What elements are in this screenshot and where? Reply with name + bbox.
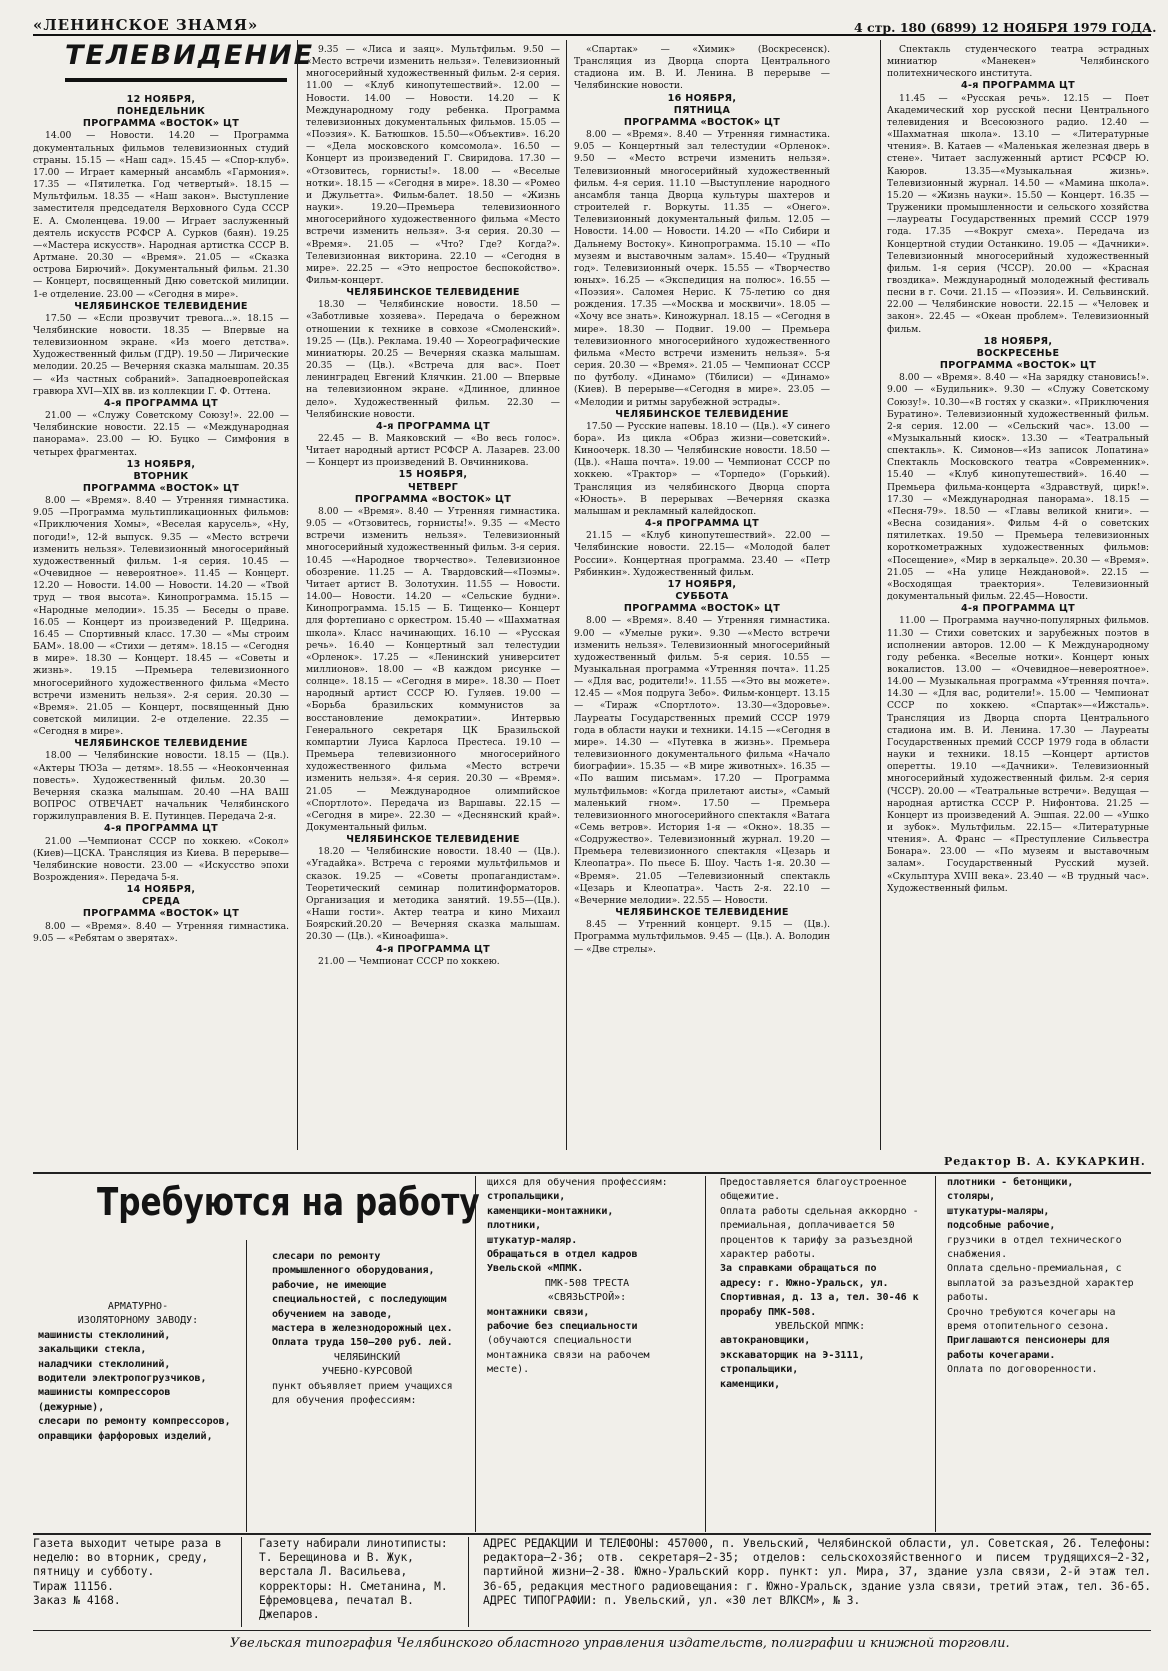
schedule-text: 9.35 — «Лиса и заяц». Мультфильм. 9.50 — «Место встречи изменить нельзя». Телевизионный многосерийный художественный фильм. 2-я серия. 11.00 — «Клуб кинопутешествий». 12.00 — Новости. 14.00 — Новости. 14.20 — К Международному году ребенка. Программа телевизионных документальных фильмов. 15.05 — «Поэзия». К. Батюшков. 15.50—«Объектив». 16.20 — «Дела московского комсомола». 16.50 — Концерт из произведений Г. Свиридова. 17.30 — «Отзовитесь, горнисты!». 18.00 — «Веселые нотки». 18.15 — «Сегодня в мире». 18.30 — «Ромео и Джульетта». Фильм-балет. 18.50 — «Жизнь науки». 19.20—Премьера телевизионного многосерийного художественного фильма «Место встречи изменить нельзя». 3-я серия. 20.30 — «Время». 21.05 — «Что? Где? Когда?». Телевизионная викторина. 22.10 — «Сегодня в мире». 22.25 — «Это непростое беспокойство». Фильм-концерт.: [306, 44, 560, 286]
schedule-heading: 4-я ПРОГРАММА ЦТ: [103, 823, 219, 835]
column-divider: [566, 40, 567, 1150]
schedule-text: 21.00 — Чемпионат СССР по хоккею.: [318, 955, 500, 967]
schedule-heading: 15 НОЯБРЯ,: [398, 469, 468, 481]
schedule-text: 11.00 — Программа научно-популярных фильмов. 11.30 — Стихи советских и зарубежных поэтов в исполнении авторов. 12.00 — К Международному году ребенка. «Веселые нотки». Концерт юных вокалистов. 13.00 — «Очевидное—невероятное». 14.00 — Музыкальная программа «Утренняя почта». 14.30 — «Для вас, родители!». 15.00 — Чемпионат СССР по хоккею. «Спартак»—«Ижсталь». Трансляция из Дворца спорта Центрального стадиона им. В. И. Ленина. 17.30 — Лауреаты Государственных премий СССР 1979 года в области науки и техники. 18.15 —Концерт артистов оперетты. 19.10 —«Дачники». Телевизионный многосерийный художественный фильм. 2-я серия (ЧССР). 20.00 — «Театральные встречи». Ведущая — народная артистка СССР Р. Нифонтова. 21.25 — Концерт из произведений А. Эшпая. 22.00 — «Ушко и зубок». Мультфильм. 22.15— «Литературные чтения». А. Франс — «Преступление Сильвестра Бонара». 23.00 — «По музеям и выставочным залам». Государственный Русский музей. «Скульптура XVIII века». 23.40 — «В трудный час». Художественный фильм.: [887, 615, 1149, 894]
job-text: Предоставляется благоустроенное общежитие.: [720, 1177, 907, 1203]
schedule-heading: ВТОРНИК: [133, 470, 189, 482]
schedule-heading: ЧЕЛЯБИНСКОЕ ТЕЛЕВИДЕНИЕ: [74, 738, 248, 750]
schedule-text: 11.45 — «Русская речь». 12.15 — Поет Академический хор русской песни Центрального телевидения и Всесоюзного радио. 12.40 — «Шахматная школа». 13.10 — «Литературные чтения». В. Катаев — «Маленькая железная дверь в стене». Читает заслуженный артист РСФСР Ю. Каюров. 13.35—«Музыкальная жизнь». Телевизионный журнал. 14.50 — «Мамина школа». 15.20 — «Жизнь науки». 15.50 — Концерт. 16.35 — Труженики промышленности и сельского хозяйства —лауреаты Государственных премий СССР 1979 года. 17.35 —«Вокруг смеха». Передача из Концертной студии Останкино. 19.05 — «Дачники». Телевизионный многосерийный художественный фильм. 1-я серия (ЧССР). 20.00 — «Красная гвоздика». Международный молодежный фестиваль песни в г. Сочи. 21.15 — «Поэзия». И. Сельвинский. 22.00 — Челябинские новости. 22.15 — «Человек и закон». 22.45 — «Океан проблем». Телевизионный фильм.: [887, 92, 1149, 335]
tv-title-rule: [65, 78, 287, 82]
schedule-text: 22.45 — В. Маяковский — «Во весь голос». Читает народный артист РСФСР А. Лазарев. 23.00 — Концерт из произведений В. Овчинникова.: [306, 433, 560, 469]
job-text: ИЗОЛЯТОРНОМУ ЗАВОДУ:: [77, 1315, 199, 1327]
jobs-column-5: [947, 1176, 1151, 1378]
job-listing: плотники - бетонщики,: [947, 1177, 1074, 1188]
newspaper-name: «ЛЕНИНСКОЕ ЗНАМЯ»: [33, 16, 259, 34]
ad-divider: [246, 1240, 247, 1532]
editor-signature: Редактор В. А. КУКАРКИН.: [944, 1155, 1146, 1168]
schedule-heading: ПРОГРАММА «ВОСТОК» ЦТ: [82, 908, 240, 920]
schedule-text: 8.45 — Утренний концерт. 9.15 — (Цв.). Программа мультфильмов. 9.45 — (Цв.). А. Володин— «Две стрелы».: [574, 919, 830, 955]
job-listing: монтажники связи,: [487, 1306, 590, 1318]
schedule-heading: 16 НОЯБРЯ,: [667, 92, 737, 104]
job-text: «СВЯЗЬСТРОЙ»:: [547, 1292, 627, 1304]
schedule-text: 18.20 — Челябинские новости. 18.40 — (Цв.). «Угадайка». Встреча с героями мультфильмов и сказок. 19.25 — «Советы пропагандистам». Теоретический семинар политинформаторов. Организация и методика занятий. 19.55—(Цв.). «Наши гости». Актер театра и кино Михаил Боярский.20.20 — Вечерняя сказка малышам. 20.30 — (Цв.). «Киноафиша».: [306, 846, 560, 943]
jobs-heading: Требуются на работу: [97, 1180, 480, 1224]
job-listing: Обращаться в отдел кадров Увельской «МПМК.: [487, 1249, 638, 1275]
section-rule: [33, 1172, 1151, 1174]
job-listing: рабочие без специальности: [487, 1321, 638, 1333]
footer-bottom-rule: [33, 1630, 1151, 1631]
schedule-heading: ПОНЕДЕЛЬНИК: [116, 106, 206, 118]
tv-column-3: [574, 44, 830, 1138]
schedule-text: 21.15 — «Клуб кинопутешествий». 22.00 — Челябинские новости. 22.15— «Молодой балет России». Концертная программа. 23.40 — «Петр Рябинкин». Художественный фильм.: [574, 530, 830, 578]
jobs-column-1: [38, 1300, 238, 1444]
schedule-heading: ЧЕЛЯБИНСКОЕ ТЕЛЕВИДЕНИЕ: [346, 834, 520, 846]
schedule-heading: ЧЕЛЯБИНСКОЕ ТЕЛЕВИДЕНИЕ: [74, 300, 248, 312]
schedule-heading: ПРОГРАММА «ВОСТОК» ЦТ: [82, 118, 240, 130]
column-divider: [297, 40, 298, 1150]
schedule-text: 18.00 — Челябинские новости. 18.15 — (Цв.). «Актеры ТЮЗа — детям». 18.55 — «Неоконченная повесть». Художественный фильм. 20.30 — Вечерняя сказка малышам. 20.40 —НА ВАШ ВОПРОС ОТВЕЧАЕТ начальник Челябинского горжилуправления В. Е. Путинцев. Передача 2-я.: [33, 750, 289, 823]
job-text: Срочно требуются кочегары на время отопительного сезона.: [947, 1306, 1116, 1333]
schedule-heading: 13 НОЯБРЯ,: [126, 458, 196, 470]
footer-divider: [468, 1537, 469, 1627]
printer-imprint: Увельская типография Челябинского областного управления издательств, полиграфии и книжной торговли.: [230, 1636, 1010, 1651]
schedule-heading: 17 НОЯБРЯ,: [667, 578, 737, 590]
job-text: ПМК-508 ТРЕСТА: [544, 1277, 630, 1289]
job-listing: подсобные рабочие,: [947, 1220, 1056, 1232]
schedule-text: 8.00 — «Время». 8.40 — Утренняя гимнастика. 9.05 — «Отзовитесь, горнисты!». 9.35 — «Место встречи изменить нельзя». Телевизионный многосерийный художественный фильм. 3-я серия. 10.45 —«Народное творчество». Телевизионное обозрение. 11.25 — А. Твардовский—«Поэмы». Читает артист В. Золотухин. 11.55 — Новости. 14.00— Новости. 14.20 — «Сельские будни». Кинопрограмма. 15.15 — Б. Тищенко— Концерт для фортепиано с оркестром. 15.40 — «Шахматная школа». Класс начинающих. 16.10 — «Русская речь». 16.40 — Концертный зал телестудии «Орленок». 17.25 — «Ленинский университет миллионов». 18.00 — «В каждом рисунке — солнце». 18.15 — «Сегодня в мире». 18.30 — Поет народный артист СССР Ю. Гуляев. 19.00 — «Борьба бразильских коммунистов за восстановление демократии». Интервью Генерального секретаря ЦК Бразильской компартии Луиса Карлоса Престеса. 19.10 — Премьера телевизионного многосерийного художественного фильма «Место встречи изменить нельзя». 4-я серия. 20.30 — «Время». 21.05 — Международное олимпийское «Спортлото». Передача из Варшавы. 22.15 — «Сегодня в мире». 22.30 — «Деснянский край». Документальный фильм.: [306, 505, 560, 833]
job-listing: оправщики фарфоровых изделий,: [38, 1430, 213, 1442]
header-rule: [33, 34, 1151, 36]
job-text: АРМАТУРНО-: [107, 1301, 169, 1312]
schedule-heading: ЧЕТВЕРГ: [408, 481, 458, 493]
schedule-heading: 4-я ПРОГРАММА ЦТ: [960, 603, 1076, 615]
schedule-heading: 4-я ПРОГРАММА ЦТ: [375, 943, 491, 955]
job-listing: слесари по ремонту промышленного оборудования,: [272, 1251, 435, 1277]
tirazh: Тираж 11156.: [33, 1579, 114, 1593]
schedule-text: Спектакль студенческого театра эстрадных миниатюр «Манекен» Челябинского политехнического института.: [887, 44, 1149, 80]
job-text: Оплата по договоренности.: [947, 1364, 1098, 1376]
tv-column-2: [306, 44, 560, 1138]
job-listing: каменщики,: [720, 1378, 781, 1390]
schedule-text: 8.00 — «Время». 8.40 — Утренняя гимнастика. 9.05 — «Ребятам о зверятах».: [33, 920, 289, 944]
schedule-heading: 14 НОЯБРЯ,: [126, 884, 196, 896]
job-text: Оплата работы сдельная аккордно - премиальная, доплачивается 50 процентов к тарифу за разъездной характер работы.: [720, 1205, 919, 1261]
schedule-heading: ПРОГРАММА «ВОСТОК» ЦТ: [354, 493, 512, 505]
job-listing: водители электропогрузчиков,: [38, 1373, 207, 1385]
schedule-heading: ПЯТНИЦА: [673, 104, 731, 116]
job-text: пункт объявляет прием учащихся для обучения профессиям:: [272, 1380, 453, 1407]
footer-divider: [241, 1537, 242, 1627]
job-text: УВЕЛЬСКОЙ МПМК:: [774, 1321, 866, 1333]
schedule-text: 18.30 — Челябинские новости. 18.50 — «Заботливые хозяева». Передача о бережном отношении к технике в совхозе «Смоленский». 19.25 — (Цв.). Реклама. 19.40 — Хореографические миниатюры. 20.25 — Вечерняя сказка малышам. 20.35 — (Цв.). «Встреча для вас». Поет ленинградец Евгений Клячкин. 21.00 — Впервые на телевизионном экране. «Длинное, длинное дело». Художественный фильм. 22.30 —Челябинские новости.: [306, 299, 560, 420]
schedule-text: 21.00 —Чемпионат СССР по хоккею. «Сокол» (Киев)—ЦСКА. Трансляция из Киева. В перерыве—Челябинские новости. 23.00 — «Искусство эпохи Возрождения». Передача 5-я.: [33, 835, 289, 883]
jobs-column-3: [487, 1176, 687, 1378]
job-listing: столяры,: [947, 1191, 996, 1203]
schedule-heading: ПРОГРАММА «ВОСТОК» ЦТ: [623, 603, 781, 615]
ad-divider: [705, 1176, 706, 1532]
schedule-heading: 4-я ПРОГРАММА ЦТ: [103, 397, 219, 409]
schedule-text: 8.00 — «Время». 8.40 — Утренняя гимнастика. 9.05 —Программа мультипликационных фильмов: «Приключения Хомы», «Веселая карусель», «Ну, погоди!», 12-й выпуск. 9.35 — «Место встречи изменить нельзя». Телевизионный многосерийный художественный фильм. 1-я серия. 10.45 — «Очевидное — невероятное». 11.45 — Концерт. 12.20 — Новости. 14.00 — Новости. 14.20 — «Твой труд — твоя высота». Кинопрограмма. 15.15 — «Народные мелодии». 15.35 — Беседы о праве. 16.05 — Концерт из произведений Р. Щедрина. 16.45 — Спортивный класс. 17.30 — «Мы строим БАМ». 18.00 — «Стихи — детям». 18.15 — «Сегодня в мире». 18.30 — Концерт. 18.45 — «Советы и жизнь». 19.15 —Премьера телевизионного многосерийного художественного фильма «Место встречи изменить нельзя». 2-я серия. 20.30 — «Время». 21.05 — Концерт, посвященный Дню советской милиции. 2-е отделение. 22.35 — «Сегодня в мире».: [33, 495, 289, 738]
schedule-heading: 18 НОЯБРЯ,: [983, 335, 1053, 347]
job-listing: Приглашаются пенсионеры для работы кочегарами.: [947, 1335, 1110, 1361]
job-listing: штукатур-маляр.: [487, 1234, 578, 1246]
job-text: ЧЕЛЯБИНСКИЙ: [333, 1351, 401, 1363]
footer-rule: [33, 1533, 1151, 1535]
tv-section-title: ТЕЛЕВИДЕНИЕ: [65, 40, 315, 71]
schedule-text: 8.00 — «Время». 8.40 — «На зарядку становись!». 9.00 — «Будильник». 9.30 — «Служу Советскому Союзу!». 10.30—«В гостях у сказки». «Приключения Буратино». Телевизионный художественный фильм. 2-я серия. 12.00 — «Сельский час». 13.00 — «Музыкальный киоск». 13.30 — «Театральный спектакль». К. Симонов—«Из записок Лопатина» Спектакль Московского театра «Современник». 15.40 — «Клуб кинопутешествий». 16.40 — Премьера фильма-концерта «Здравствуй, цирк!». 17.30 — «Международная панорама». 18.15 — «Песня-79». 18.50 — «Главы великой книги». — «Весна созидания». Фильм 4-й о советских пятилетках. 19.50 — Премьера телевизионных короткометражных художественных фильмов: «Посещение», «Мир в зеркальце». 20.30 — «Время». 21.05 — «На улице Неждановой». 22.15 — «Восходящая траектория». Телевизионный документальный фильм. 22.45—Новости.: [887, 372, 1149, 603]
schedule-text: 8.00 — «Время». 8.40 — Утренняя гимнастика. 9.05 — Концертный зал телестудии «Орленок». 9.50 — «Место встречи изменить нельзя». Телевизионный многосерийный художественный фильм. 4-я серия. 11.10 —Выступление народного ансамбля танца Дворца культуры шахтеров и строителей г. Воркуты. 11.35 — «Онего». Телевизионный документальный фильм. 12.05 — Новости. 14.00 — Новости. 14.20 — «По Сибири и Дальнему Востоку». Кинопрограмма. 15.10 — «По музеям и выставочным залам». 15.40— «Трудный год». Телевизионный очерк. 15.55 — «Творчество юных». 16.25 — «Экспедиция на полюс». 16.55 — «Поэзия». Саломея Нерис. К 75-летию со дня рождения. 17.35 —«Москва и москвичи». 18.05 — «Хочу все знать». Киножурнал. 18.15 — «Сегодня в мире». 18.30 — Подвиг. 19.00 — Премьера телевизионного многосерийного художественного фильма «Место встречи изменить нельзя». 5-я серия. 20.30 — «Время». 21.05 — Чемпионат СССР по футболу. «Динамо» (Тбилиси) — «Динамо» (Киев). В перерыве—«Сегодня в мире». 23.05 — «Мелодии и ритмы зарубежной эстрады».: [574, 129, 830, 408]
schedule-heading: ЧЕЛЯБИНСКОЕ ТЕЛЕВИДЕНИЕ: [346, 287, 520, 299]
job-text: Оплата сдельно-премиальная, с выплатой за разъездной характер работы.: [947, 1263, 1134, 1304]
job-listing: штукатуры-маляры,: [947, 1205, 1050, 1217]
job-listing: каменщики-монтажники,: [487, 1205, 614, 1217]
job-listing: Оплата труда 150—200 руб. лей.: [272, 1337, 453, 1349]
ad-divider: [935, 1176, 936, 1532]
job-listing: закальщики стекла,: [38, 1344, 147, 1356]
job-listing: За справками обращаться по адресу: г. Южно-Уральск, ул. Спортивная, д. 13 а, тел. 30-46 к прорабу ПМК-508.: [720, 1263, 919, 1318]
job-listing: автокрановщики,: [720, 1335, 811, 1347]
footer-schedule: [33, 1537, 233, 1608]
schedule-text: 21.00 — «Служу Советскому Союзу!». 22.00 — Челябинские новости. 22.15 — «Международная панорама». 23.00 — Ю. Буцко — Симфония в четырех фрагментах.: [33, 410, 289, 458]
footer-address: АДРЕС РЕДАКЦИИ И ТЕЛЕФОНЫ: 457000, п. Увельский, Челябинской области, ул. Советская, 26. Телефоны: редактора—2-36; отв. секретаря—2-35; отделов: сельскохозяйственного и писем трудящихся—2-32, партийной жизни—2-38. Южно-Уральский корр. пункт: ул. Мира, 37, здание узла связи, 2-й этаж тел. 36-65, редакция местного радиовещания: г. Южно-Уральск, здание узла связи, третий этаж, тел. 36-65. АДРЕС ТИПОГРАФИИ: п. Увельский, ул. «30 лет ВЛКСМ», № 3.: [483, 1537, 1151, 1607]
schedule-text: 14.00 — Новости. 14.20 — Программа документальных фильмов телевизионных студий страны. 15.15 — «Наш сад». 15.45 — «Спор-клуб». 17.00 — Играет камерный ансамбль «Гармония». 17.35 — «Пятилетка. Год четвертый». 18.15 — Мультфильм. 18.35 — «Наш закон». Выступление заместителя председателя Верховного Суда СССР Е. А. Смоленцева. 19.00 — Играет заслуженный деятель искусств РСФСР А. Сурков (баян). 19.25—«Мастера искусств». Народная артистка СССР В. Артмане. 20.30 — «Время». 21.05 — «Сказка острова Бирючий». Документальный фильм. 21.30 — Концерт, посвященный Дню советской милиции. 1-е отделение. 23.00 — «Сегодня в мире».: [33, 130, 289, 300]
job-listing: стропальщики,: [487, 1191, 566, 1203]
job-listing: стропальщики,: [720, 1364, 799, 1376]
jobs-column-4: [720, 1176, 920, 1392]
schedule-heading: 4-я ПРОГРАММА ЦТ: [960, 80, 1076, 92]
tv-column-4: [887, 44, 1149, 1114]
job-listing: экскаваторщик на Э-3111,: [720, 1349, 865, 1361]
schedule-text: 17.50 — «Если прозвучит тревога...». 18.15 — Челябинские новости. 18.35 — Впервые на телевизионном экране. «Из моего детства». Художественный фильм (ГДР). 19.50 — Лирические мелодии. 20.25 — Вечерняя сказка малышам. 20.35 — «Из частных собраний». Западноевропейская гравюра XVI—XIX вв. из коллекции Г. Ф. Оттена.: [33, 312, 289, 397]
job-listing: плотники,: [487, 1220, 542, 1232]
schedule-text: Газета выходит четыре раза в неделю: во вторник, среду, пятницу и субботу.: [33, 1537, 222, 1579]
issue-info: 4 стр. 180 (6899) 12 НОЯБРЯ 1979 ГОДА.: [854, 20, 1157, 35]
schedule-text: 17.50 — Русские напевы. 18.10 — (Цв.). «У синего бора». Из цикла «Образ жизни—советский». Киноочерк. 18.30 — Челябинские новости. 18.50 — (Цв.). «Наша почта». 19.00 — Чемпионат СССР по хоккею. «Трактор» — «Торпедо» (Горький). Трансляция из челябинского Дворца спорта «Юность». В перерывах —Вечерняя сказка малышам и рекламный калейдоскоп.: [574, 420, 830, 517]
schedule-heading: ВОСКРЕСЕНЬЕ: [976, 347, 1060, 359]
job-listing: рабочие, не имеющие специальностей, с последующим обучением на заводе,: [272, 1279, 447, 1320]
job-text: (обучаются специальности монтажника связи на рабочем месте).: [487, 1335, 650, 1376]
job-listing: наладчики стеклолиний,: [38, 1358, 171, 1370]
schedule-heading: СУББОТА: [675, 591, 729, 603]
schedule-heading: ПРОГРАММА «ВОСТОК» ЦТ: [939, 360, 1097, 372]
ad-divider: [475, 1176, 476, 1532]
job-listing: машинисты компрессоров (дежурные),: [38, 1387, 171, 1413]
column-divider: [880, 40, 881, 1150]
jobs-column-2: [272, 1250, 462, 1408]
job-text: грузчики в отдел технического снабжения.: [947, 1234, 1122, 1261]
schedule-heading: 4-я ПРОГРАММА ЦТ: [644, 518, 760, 530]
schedule-heading: ПРОГРАММА «ВОСТОК» ЦТ: [623, 116, 781, 128]
schedule-heading: ЧЕЛЯБИНСКОЕ ТЕЛЕВИДЕНИЕ: [615, 907, 789, 919]
zakaz: Заказ № 4168.: [33, 1593, 121, 1607]
footer-staff: Газету набирали линотиписты: Т. Берещинова и В. Жук, верстала Л. Васильева, корректоры: Н. Сметанина, М. Ефремовцева, печатал В. Джепаров.: [259, 1537, 448, 1622]
job-listing: мастера в железнодорожный цех.: [272, 1323, 453, 1335]
schedule-text: «Спартак» — «Химик» (Воскресенск). Трансляция из Дворца спорта Центрального стадиона им. В. И. Ленина. В перерыве — Челябинские новости.: [574, 44, 830, 92]
job-listing: машинисты стеклолиний,: [38, 1329, 171, 1341]
tv-column-1: [33, 94, 289, 1138]
schedule-heading: ПРОГРАММА «ВОСТОК» ЦТ: [82, 483, 240, 494]
schedule-heading: 4-я ПРОГРАММА ЦТ: [375, 420, 491, 432]
schedule-text: 8.00 — «Время». 8.40 — Утренняя гимнастика. 9.00 — «Умелые руки». 9.30 —«Место встречи изменить нельзя». Телевизионный многосерийный художественный фильм. 5-я серия. 10.55 — Музыкальная программа «Утренняя почта». 11.25 — «Для вас, родители!». 11.55 —«Это вы можете». 12.45 — «Моя подруга Зебо». Фильм-концерт. 13.15 — «Тираж «Спортлото». 13.30—«Здоровье». Лауреаты Государственных премий СССР 1979 года в области науки и техники. 14.15 —«Сегодня в мире». 14.30 — «Путевка в жизнь». Премьера телевизионного документального фильма «Начало биографии». 15.35 — «В мире животных». 16.35 — «По вашим письмам». 17.20 — Программа мультфильмов: «Когда прилетают аисты», «Самый маленький гном». 17.50 — Премьера телевизионного многосерийного спектакля «Ватага «Семь ветров». История 1-я — «Окно». 18.35 — «Содружество». Телевизионный журнал. 19.20 — Премьера телевизионного спектакля «Цезарь и Клеопатра». По пьесе Б. Шоу. Часть 1-я. 20.30 — «Время». 21.05 —Телевизионный спектакль «Цезарь и Клеопатра». Часть 2-я. 22.10 — «Вечерние мелодии». 22.55 — Новости.: [574, 615, 830, 906]
job-listing: слесари по ремонту компрессоров,: [38, 1416, 231, 1428]
schedule-heading: ЧЕЛЯБИНСКОЕ ТЕЛЕВИДЕНИЕ: [615, 408, 789, 420]
job-text: щихся для обучения профессиям:: [487, 1177, 668, 1188]
schedule-heading: СРЕДА: [141, 896, 181, 908]
schedule-heading: 12 НОЯБРЯ,: [126, 94, 196, 105]
job-text: УЧЕБНО-КУРСОВОЙ: [321, 1366, 413, 1378]
